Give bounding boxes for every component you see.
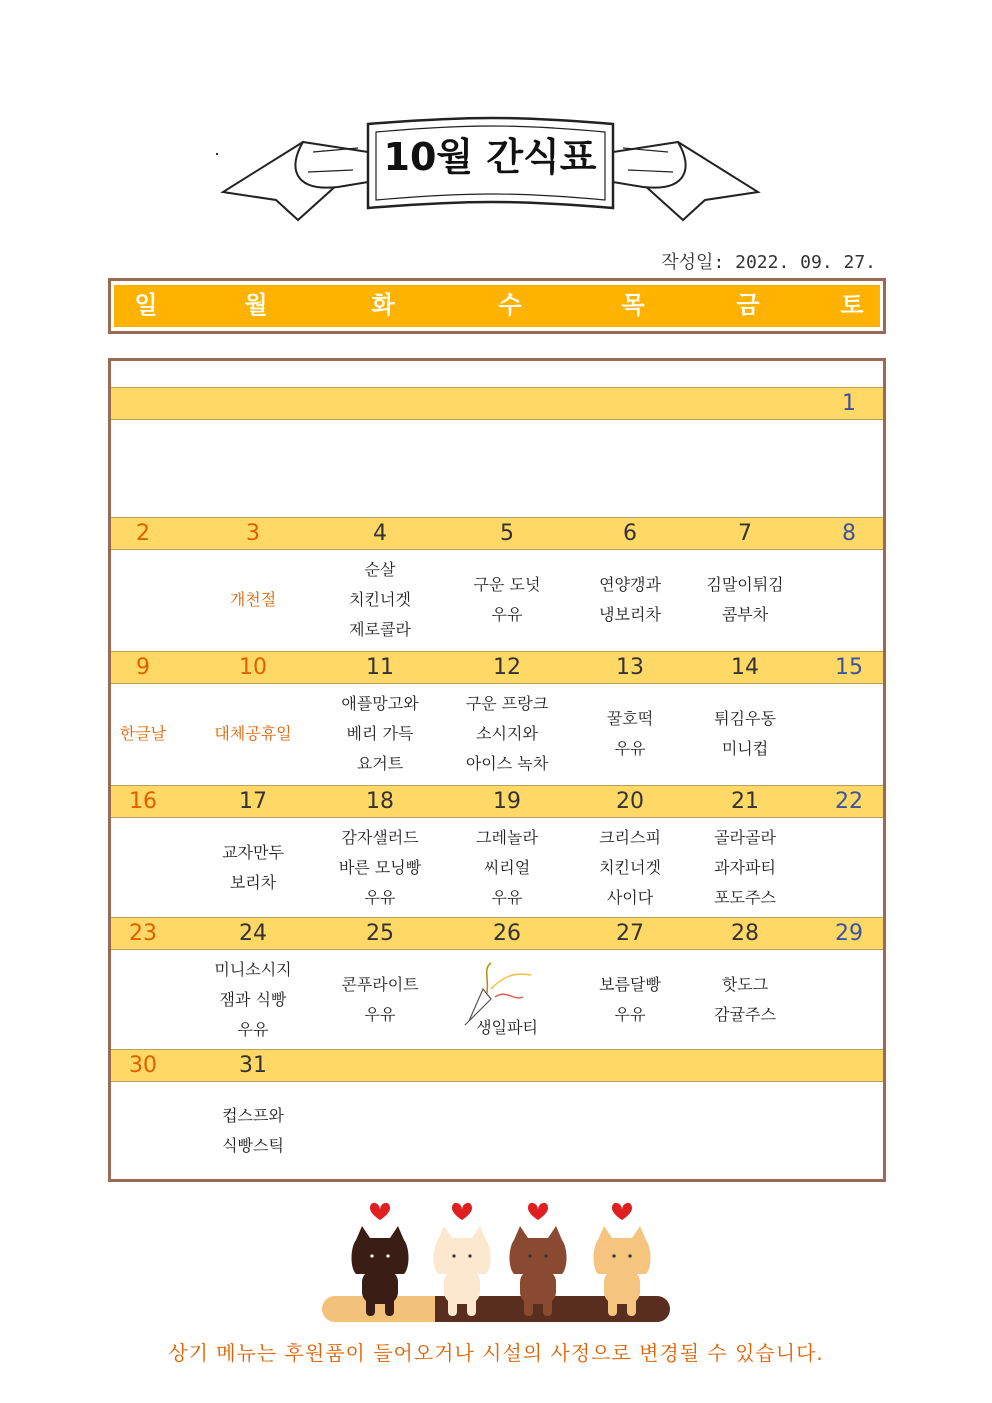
date-number: 14 [731, 655, 759, 680]
date-number: 29 [835, 921, 863, 946]
menu-item: 우유 [491, 888, 523, 907]
weekday-header [108, 278, 886, 334]
date-number: 3 [246, 521, 260, 546]
date-number: 22 [835, 789, 863, 814]
calendar-grid [108, 358, 886, 1182]
menu-item: 개천절 [229, 590, 277, 609]
notice-text: 상기 메뉴는 후원품이 들어오거나 시설의 사정으로 변경될 수 있습니다. [168, 1341, 824, 1365]
date-number: 24 [239, 921, 267, 946]
menu-cell [111, 685, 175, 783]
date-row [111, 387, 883, 420]
menu-cell [429, 551, 585, 649]
menu-item: 우유 [491, 605, 523, 624]
date-number: 1 [842, 391, 856, 416]
date-number: 5 [500, 521, 514, 546]
menu-item: 감귤주스 [714, 1005, 776, 1024]
weekday-sat: 토 [840, 291, 864, 319]
menu-item: 잼과 식빵 [219, 990, 287, 1009]
menu-item: 우유 [614, 1005, 646, 1024]
date-number: 26 [493, 921, 521, 946]
menu-item: 과자파티 [714, 858, 776, 877]
date-number: 10 [239, 655, 267, 680]
date-row [111, 917, 883, 950]
menu-item: 소시지와 [476, 724, 538, 743]
weekday-thu: 목 [621, 291, 645, 319]
date-number: 9 [136, 655, 150, 680]
date-number: 20 [616, 789, 644, 814]
menu-cell [429, 819, 585, 917]
menu-cell [175, 819, 331, 917]
menu-item: 냉보리차 [599, 605, 661, 624]
menu-cell [175, 685, 331, 783]
menu-item: 컵스프와 [222, 1106, 284, 1125]
menu-item: 바른 모닝빵 [338, 858, 422, 877]
menu-cell [331, 551, 429, 649]
date-row [111, 785, 883, 818]
menu-cell [675, 685, 815, 783]
menu-item: 아이스 녹차 [465, 754, 549, 773]
date-number: 7 [738, 521, 752, 546]
menu-item: 콘푸라이트 [341, 975, 419, 994]
menu-item: 식빵스틱 [222, 1136, 284, 1155]
page-title: 10월 간식표 [383, 135, 597, 179]
date-number: 16 [129, 789, 157, 814]
date-row [111, 517, 883, 550]
created-date: 작성일: 2022. 09. 27. [661, 252, 876, 273]
date-number: 8 [842, 521, 856, 546]
menu-cell [429, 951, 585, 1049]
menu-item: 애플망고와 [341, 694, 419, 713]
menu-item: 크리스피 [599, 828, 661, 847]
date-number: 12 [493, 655, 521, 680]
menu-cell [585, 819, 675, 917]
menu-item: 감자샐러드 [341, 828, 419, 847]
weekday-mon: 월 [244, 291, 268, 319]
menu-item: 한글날 [119, 724, 167, 743]
weekday-fri: 금 [736, 291, 760, 319]
menu-cell [675, 551, 815, 649]
menu-item: 김말이튀김 [706, 575, 784, 594]
menu-cell [331, 819, 429, 917]
date-number: 15 [835, 655, 863, 680]
weekday-sun: 일 [134, 291, 158, 319]
date-number: 6 [623, 521, 637, 546]
menu-cell [585, 951, 675, 1049]
menu-item: 베리 가득 [346, 724, 414, 743]
date-number: 30 [129, 1053, 157, 1078]
menu-cell [175, 551, 331, 649]
menu-item: 사이다 [606, 888, 654, 907]
date-row [111, 651, 883, 684]
menu-item: 연양갱과 [599, 575, 661, 594]
date-number: 25 [366, 921, 394, 946]
date-number: 21 [731, 789, 759, 814]
date-row [111, 1049, 883, 1082]
menu-item: 대체공휴일 [214, 724, 292, 743]
date-number: 2 [136, 521, 150, 546]
weekday-header-bar [114, 285, 880, 327]
menu-cell [585, 551, 675, 649]
menu-cell [175, 951, 331, 1049]
menu-item: 포도주스 [714, 888, 776, 907]
menu-item: 생일파티 [476, 1018, 538, 1037]
date-number: 11 [366, 655, 394, 680]
menu-item: 우유 [614, 739, 646, 758]
menu-item: 요거트 [356, 754, 404, 773]
menu-item: 미니컵 [721, 739, 769, 758]
date-number: 19 [493, 789, 521, 814]
menu-item: 튀김우동 [714, 709, 776, 728]
menu-item: 우유 [237, 1020, 269, 1039]
date-number: 28 [731, 921, 759, 946]
menu-item: 보름달빵 [599, 975, 661, 994]
weekday-wed: 수 [498, 291, 522, 319]
date-number: 23 [129, 921, 157, 946]
menu-item: 치킨너겟 [599, 858, 661, 877]
menu-cell [585, 685, 675, 783]
menu-item: 구운 프랑크 [465, 694, 549, 713]
menu-cell [331, 951, 429, 1049]
menu-item: 콤부차 [721, 605, 769, 624]
menu-item: 구운 도넛 [473, 575, 541, 594]
weekday-tue: 화 [371, 291, 395, 319]
menu-item: 우유 [364, 1005, 396, 1024]
menu-cell [675, 951, 815, 1049]
menu-item: 제로콜라 [349, 620, 411, 639]
menu-cell [331, 685, 429, 783]
menu-item: 씨리얼 [483, 858, 531, 877]
date-number: 18 [366, 789, 394, 814]
menu-item: 미니소시지 [214, 960, 292, 979]
menu-item: 골라골라 [714, 828, 776, 847]
date-number: 27 [616, 921, 644, 946]
menu-cell [675, 819, 815, 917]
menu-cell [429, 685, 585, 783]
stray-dot [216, 153, 218, 155]
date-number: 4 [373, 521, 387, 546]
menu-item: 핫도그 [721, 975, 769, 994]
menu-item: 치킨너겟 [349, 590, 411, 609]
menu-item: 우유 [364, 888, 396, 907]
date-number: 31 [239, 1053, 267, 1078]
menu-cell [175, 1083, 331, 1179]
menu-item: 그레놀라 [476, 828, 538, 847]
menu-item: 보리차 [229, 873, 277, 892]
cats-illustration-icon [318, 1188, 674, 1330]
menu-item: 교자만두 [222, 843, 284, 862]
menu-item: 꿀호떡 [606, 709, 654, 728]
date-number: 13 [616, 655, 644, 680]
date-number: 17 [239, 789, 267, 814]
menu-item: 순살 [364, 560, 396, 579]
